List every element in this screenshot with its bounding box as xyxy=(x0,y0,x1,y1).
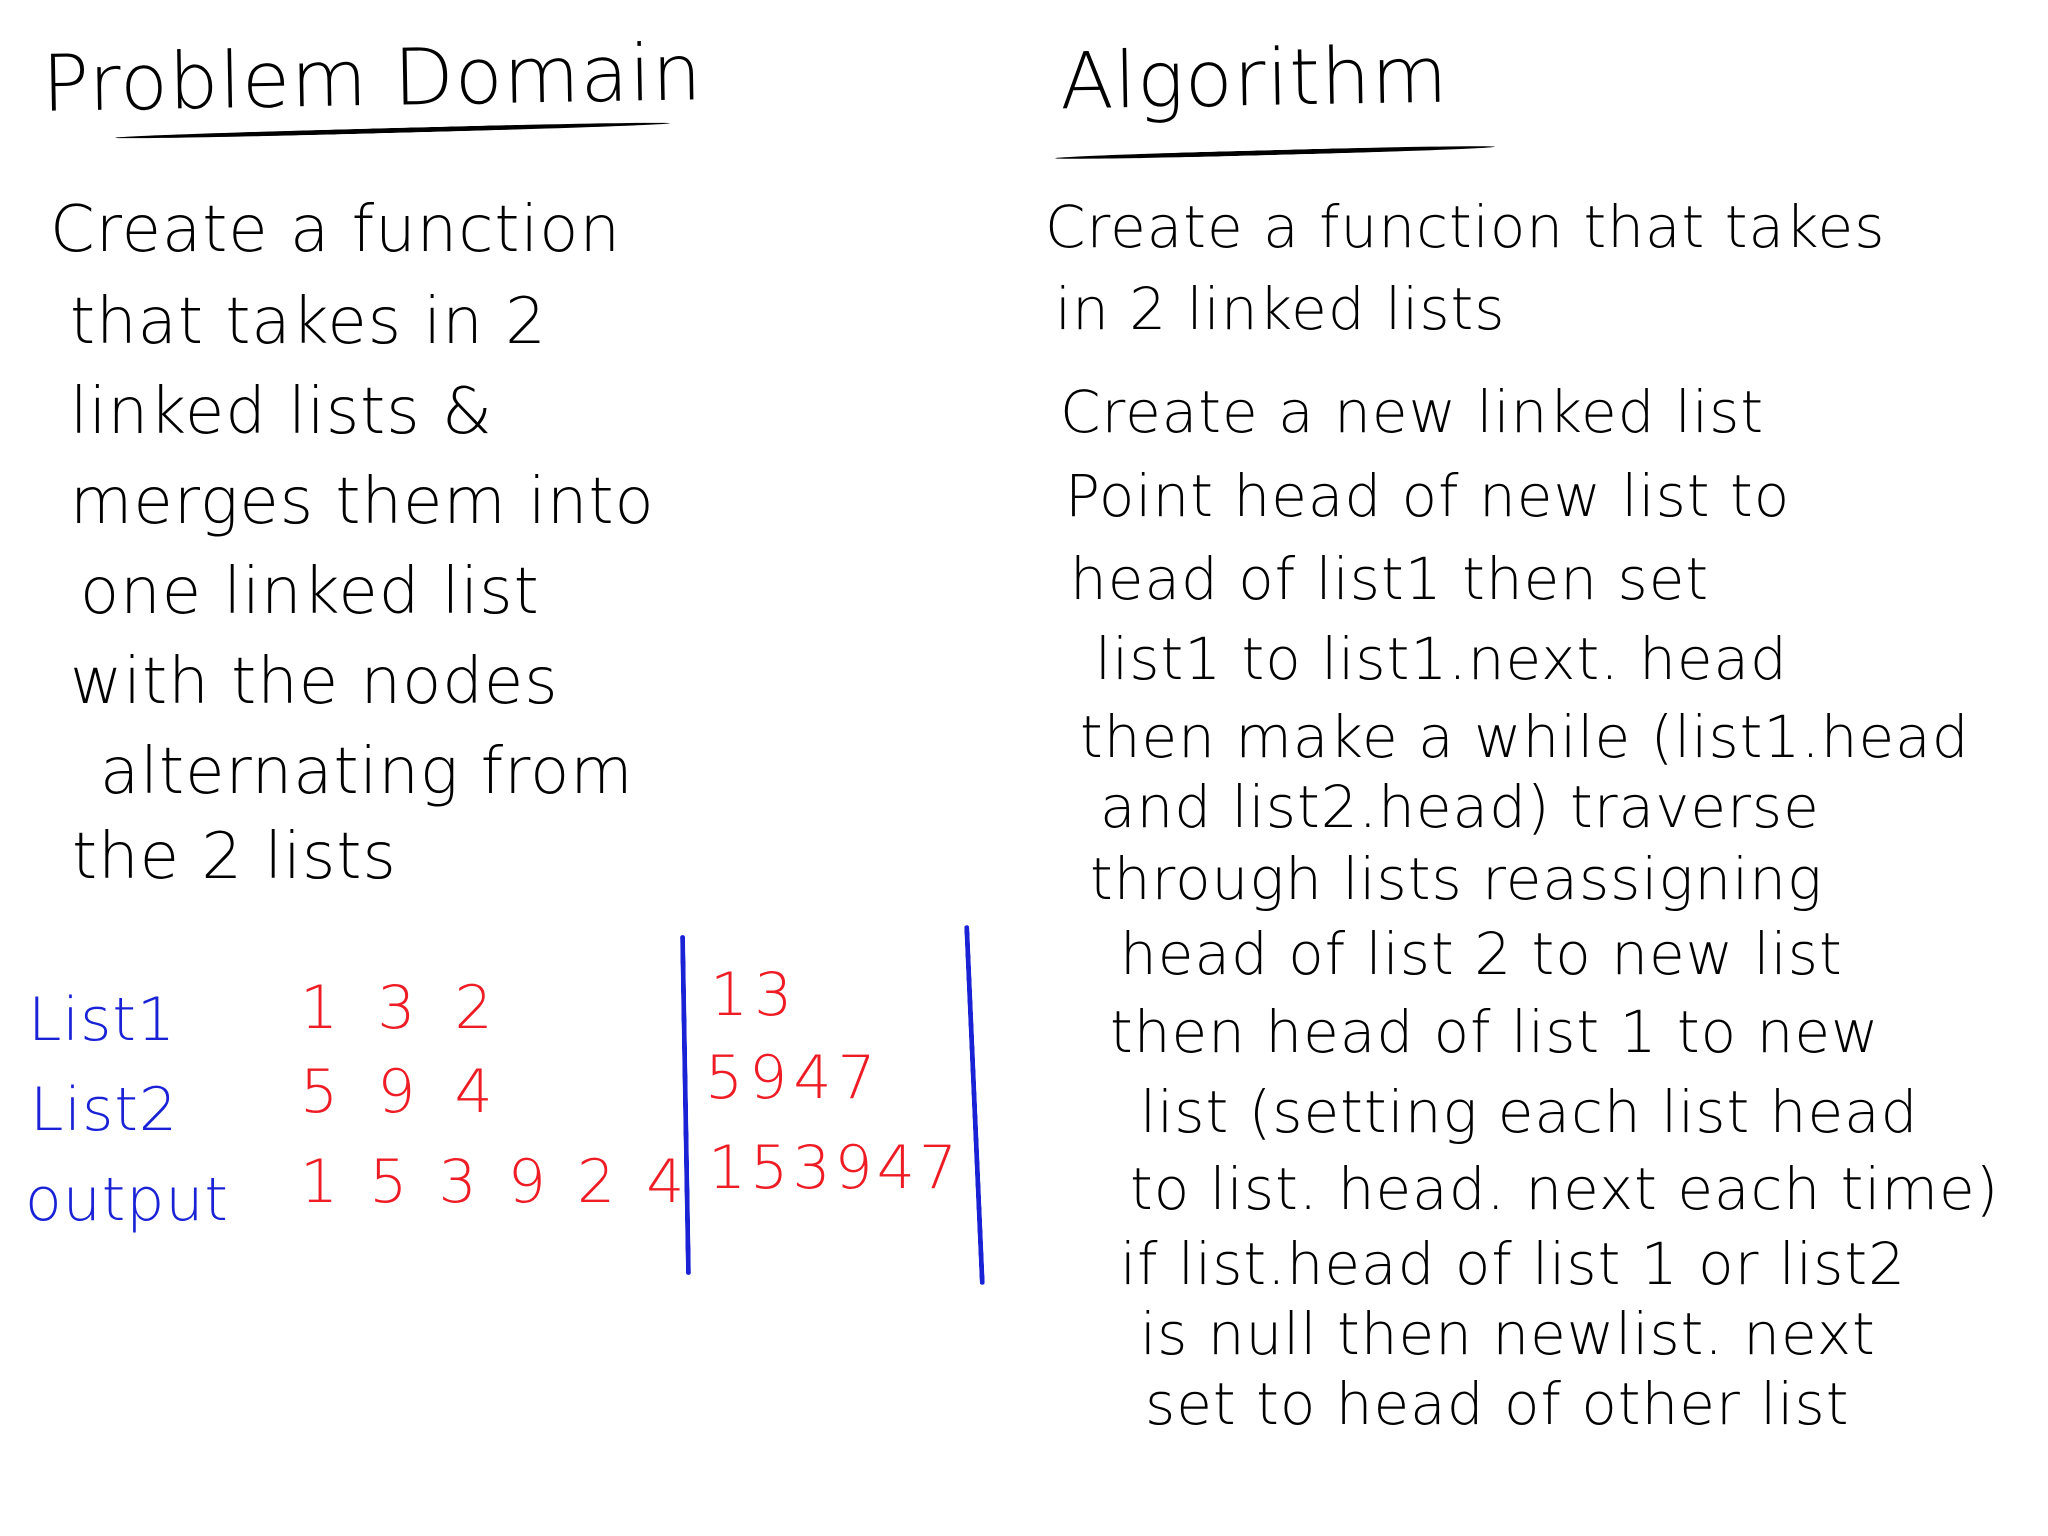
algorithm-line: Create a function that takes xyxy=(1045,193,1886,261)
algorithm-line: is null then newlist. next xyxy=(1140,1300,1876,1368)
algorithm-line: then head of list 1 to new xyxy=(1110,998,1880,1066)
example-label-list1: List1 xyxy=(28,985,177,1055)
algorithm-line: Point head of new list to xyxy=(1065,462,1791,530)
problem-line: alternating from xyxy=(100,735,634,809)
algorithm-line: set to head of other list xyxy=(1145,1370,1850,1438)
example-divider-left xyxy=(680,935,691,1275)
algorithm-underline xyxy=(1055,144,1495,161)
problem-domain-title: Problem Domain xyxy=(41,28,704,130)
problem-line: merges them into xyxy=(70,465,655,539)
algorithm-line: then make a while (list1.head xyxy=(1080,703,1970,771)
example-case1-list2: 5 9 4 xyxy=(300,1057,503,1127)
example-case1-output: 1 5 3 9 2 4 xyxy=(300,1147,691,1217)
example-label-list2: List2 xyxy=(30,1075,179,1145)
algorithm-line: if list.head of list 1 or list2 xyxy=(1120,1230,1906,1298)
problem-line: one linked list xyxy=(80,555,540,629)
problem-line: the 2 lists xyxy=(72,820,397,894)
algorithm-line: head of list 2 to new list xyxy=(1120,920,1843,988)
problem-line: linked lists & xyxy=(70,375,493,449)
algorithm-line: to list. head. next each time) xyxy=(1130,1155,2000,1223)
algorithm-title: Algorithm xyxy=(1059,30,1450,128)
algorithm-line: and list2.head) traverse xyxy=(1100,773,1820,841)
algorithm-line: Create a new linked list xyxy=(1060,378,1765,446)
example-case2-output: 153947 xyxy=(708,1133,962,1203)
example-case2-list1: 13 xyxy=(710,960,799,1030)
algorithm-line: list1 to list1.next. head xyxy=(1095,625,1788,693)
example-divider-right xyxy=(964,925,985,1285)
algorithm-line: in 2 linked lists xyxy=(1055,275,1506,343)
algorithm-line: head of list1 then set xyxy=(1070,545,1710,613)
problem-line: with the nodes xyxy=(70,645,559,719)
example-case1-list1: 1 3 2 xyxy=(300,973,503,1043)
algorithm-line: through lists reassigning xyxy=(1090,845,1823,913)
example-label-output: output xyxy=(25,1165,229,1235)
problem-line: Create a function xyxy=(50,193,621,267)
algorithm-line: list (setting each list head xyxy=(1140,1078,1919,1146)
problem-line: that takes in 2 xyxy=(70,285,547,359)
example-case2-list2: 5947 xyxy=(705,1043,882,1113)
